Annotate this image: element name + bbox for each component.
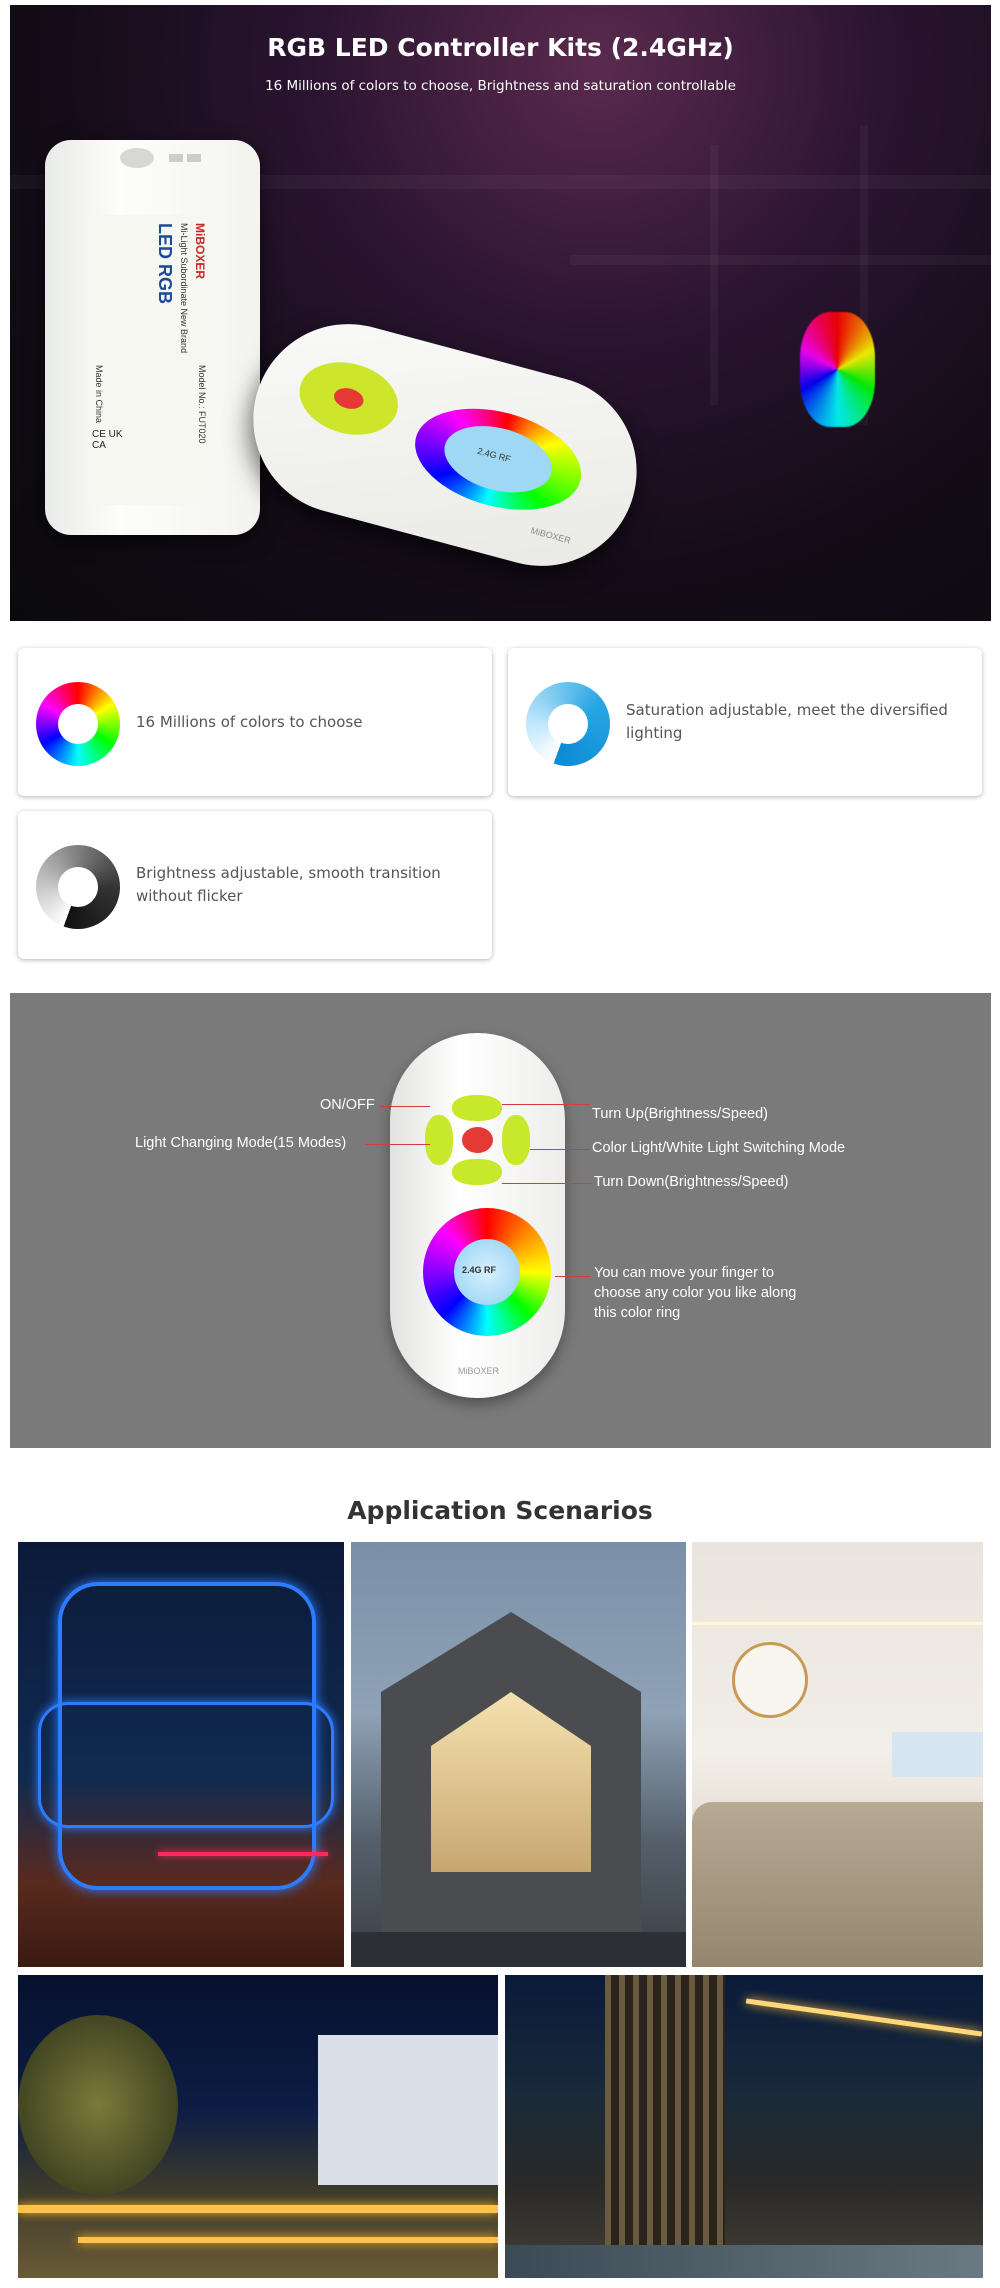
led-strip-reel-image xyxy=(800,312,875,427)
feature-text: Brightness adjustable, smooth transition without flicker xyxy=(136,864,441,905)
feature-card-brightness xyxy=(18,811,492,959)
brightness-icon xyxy=(36,845,120,929)
callout-ring-1: You can move your finger to xyxy=(594,1265,775,1281)
controller-tagline: Mi-Light Subordinate New Brand xyxy=(179,223,189,354)
remote-brand: MiBOXER xyxy=(458,1366,500,1376)
remote-diagram-section xyxy=(10,993,991,1448)
controller-label xyxy=(88,215,213,505)
controller-product: LED RGB xyxy=(155,223,175,304)
feature-text: 16 Millions of colors to choose xyxy=(136,712,363,731)
feature-card-saturation xyxy=(508,648,982,796)
callout-switch: Color Light/White Light Switching Mode xyxy=(592,1140,846,1156)
saturation-icon xyxy=(526,682,610,766)
ring-center xyxy=(454,1239,520,1305)
switch-mode-button-icon xyxy=(502,1115,530,1165)
mode-button-icon xyxy=(462,1127,493,1153)
remote-hero-rf-label: 2.4G RF xyxy=(476,445,512,465)
scene-building-rgb-image xyxy=(18,1542,344,1967)
callout-ring-2: choose any color you like along xyxy=(594,1285,797,1301)
callout-line xyxy=(502,1104,590,1105)
hero-subtitle: 16 Millions of colors to choose, Brightness and saturation controllable xyxy=(265,78,736,94)
controller-brand: MiBOXER xyxy=(193,223,207,280)
callout-line xyxy=(555,1276,590,1277)
turn-up-button-icon xyxy=(452,1095,502,1121)
scene-garden-night-image xyxy=(18,1975,498,2278)
color-wheel-icon xyxy=(36,682,120,766)
color-ring-icon xyxy=(423,1208,551,1336)
callout-line xyxy=(502,1183,592,1184)
callout-turn-down: Turn Down(Brightness/Speed) xyxy=(594,1174,789,1190)
on-off-button-icon xyxy=(425,1115,453,1165)
feature-card-colors xyxy=(18,648,492,796)
ring-rf-label: 2.4G RF xyxy=(462,1265,497,1275)
callout-ring-3: this color ring xyxy=(594,1305,681,1321)
controller-made-in: Made in China xyxy=(94,365,104,424)
callout-line xyxy=(365,1144,430,1145)
callout-line xyxy=(380,1106,430,1107)
callout-line xyxy=(530,1149,590,1150)
turn-down-button-icon xyxy=(452,1159,502,1185)
callout-turn-up: Turn Up(Brightness/Speed) xyxy=(592,1106,768,1122)
ce-mark-icon: CE UK CA xyxy=(92,429,123,451)
scene-courtyard-image xyxy=(505,1975,983,2278)
callout-mode: Light Changing Mode(15 Modes) xyxy=(135,1135,347,1151)
remote-hero-brand: MiBOXER xyxy=(529,525,572,546)
application-title: Application Scenarios xyxy=(347,1496,653,1525)
remote-control-image xyxy=(390,1033,565,1398)
callout-on-off: ON/OFF xyxy=(320,1097,375,1113)
controller-model: Model No.: FUT020 xyxy=(197,365,207,444)
scene-facade-image xyxy=(351,1542,686,1967)
scene-living-room-image xyxy=(692,1542,983,1967)
feature-text: Saturation adjustable, meet the diversified lighting xyxy=(626,701,948,742)
hero-title: RGB LED Controller Kits (2.4GHz) xyxy=(267,33,734,62)
